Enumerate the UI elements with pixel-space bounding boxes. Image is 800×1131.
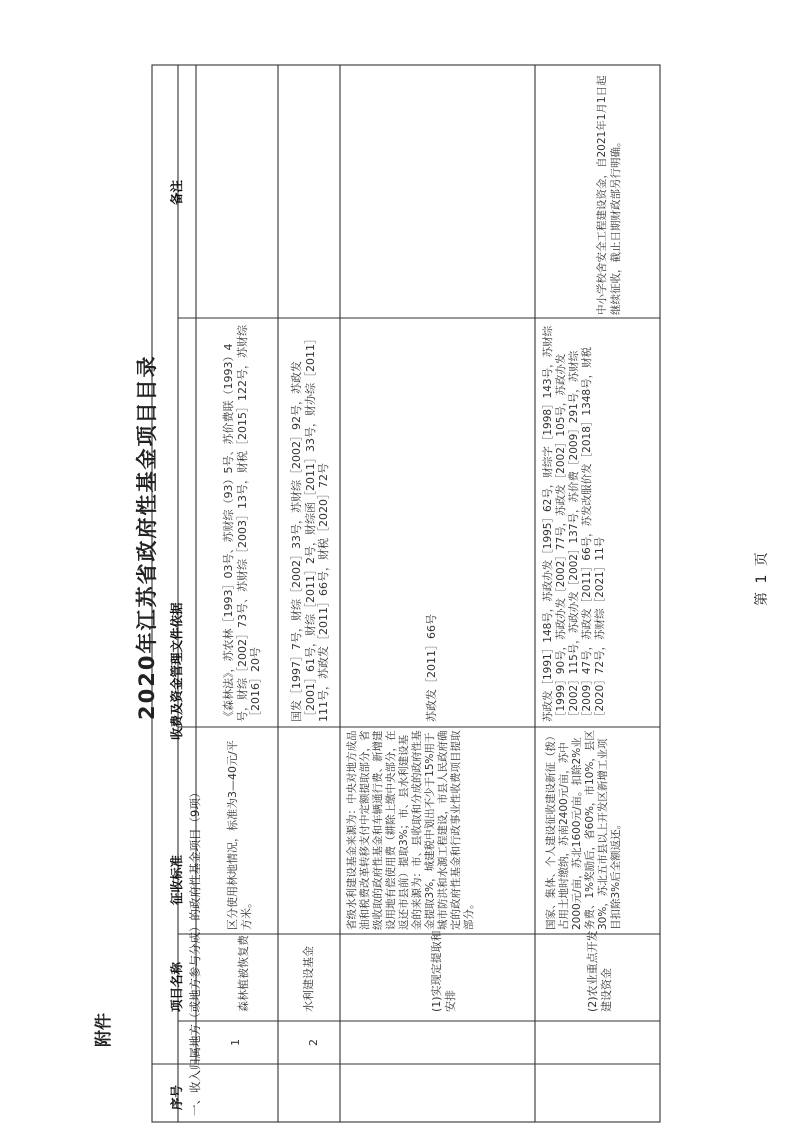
row-4-basis: 苏政发［1991］148号，苏政办发［1995］62号，财综字［1998］143号，苏财综［1999］90号，苏政办发［2002］77号，苏政发［2002］105号，苏政办发［2002］115号，苏政办发［2002］137号，苏价费［2009］291号，苏财综［2009］47号，苏政发［2011］66号，苏发改服价发［2018］1348号，财税［2020］72号，苏财综［2021］11号 xyxy=(542,325,606,722)
row-3-standard: 省级水利建设基金来源为：中央对地方成品油和税费改革转移支付中定额提取部分，省级收取的政府性基金和车辆通行费、新增建设用地有偿使用费（耕除上缴中央部分，在返还市县前）提取3%；市、县水利建设基金的来源为：市、县收取和分成的政府性基金提取3%，城建税中划出不少于15%用于城市防洪和水源工程建设，市县人民政府确定的政府性基金和行政事业性收费项目提取部分。 xyxy=(346,730,475,930)
row-3-basis: 苏政发［2011］66号 xyxy=(425,614,438,722)
page-label: 附件 xyxy=(94,1013,114,1047)
row-1-name: 森林植被恢复费 xyxy=(237,935,250,1012)
header-seq: 序号 xyxy=(169,1084,184,1110)
header-name: 项目名称 xyxy=(169,961,184,1012)
row-2-seq: 2 xyxy=(307,1039,320,1046)
section-title: 一、收入归属地方（或地方参与分成）的政府性基金项目（9项） xyxy=(188,786,202,1116)
row-4-remark: 中小学校舍安全工程建设资金，自2021年1月1日起继续征收，截止日期财政部另行明确。 xyxy=(596,75,622,315)
row-1-basis: 《森林法》，苏农林［1993］03号、苏财综（93）5号、苏价费联（1993）4号，财综［2002］73号、苏财综［2003］13号，财税［2015］122号，苏财综［2016］20号 xyxy=(222,325,262,722)
header-basis: 收费及资金管理文件依据 xyxy=(169,602,184,740)
header-remark: 备注 xyxy=(169,179,184,205)
row-2-name: 水利建设基金 xyxy=(302,946,315,1012)
row-3-name: (1)实现定提取和安排 xyxy=(430,930,457,1012)
page-title: 2020年江苏省政府性基金项目目录 xyxy=(135,354,159,720)
row-1-standard: 区分使用林地情况，标准为3—40元/平方米。 xyxy=(226,740,253,930)
page-number: 第 1 页 xyxy=(754,550,770,606)
row-4-name: (2)农业重点开发建设资金 xyxy=(586,930,613,1012)
row-4-standard: 国家、集体、个人建设征收建设新征（拨）占用土地时缴纳，苏南2400元/亩，苏中2000元/亩，苏北1600元/亩。扣除2%业务费、1%奖励后，省60%，市10%，县区30%，苏北五市县以上开发区新增工业项目扣除3%后全额返还。 xyxy=(545,730,622,930)
row-2-basis: 国发［1997］7号，财综［2002］33号，苏财综［2002］92号，苏政发［2001］61号，财综［2011］2号，财综函［2011］33号，财办综［2011］111号，苏政发［2011］66号，财税［2020］72号 xyxy=(290,333,330,722)
header-standard: 征收标准 xyxy=(169,854,184,905)
row-1-seq: 1 xyxy=(229,1039,242,1046)
